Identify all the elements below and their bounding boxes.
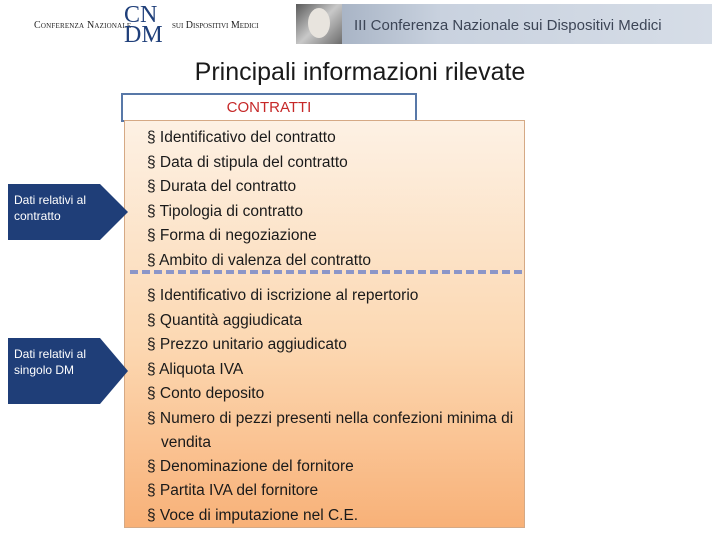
logo-monogram-cn: CN	[124, 2, 158, 28]
device-data-label: Dati relativi al singolo DM	[8, 338, 100, 404]
list-item: § Ambito di valenza del contratto	[147, 251, 372, 269]
banner-title: III Conferenza Nazionale sui Dispositivi Medici	[354, 17, 662, 34]
list-item: § Identificativo di iscrizione al repertorio	[147, 287, 419, 304]
list-item: § Partita IVA del fornitore	[147, 482, 319, 499]
list-item: § Quantità aggiudicata	[147, 311, 303, 329]
list-item: § Prezzo unitario aggiudicato	[147, 336, 347, 353]
list-item: § Forma di negoziazione	[147, 227, 317, 244]
list-item: § Aliquota IVA	[147, 360, 244, 378]
portrait-photo	[296, 4, 342, 44]
logo-text-left: Conferenza Nazionale	[34, 20, 132, 31]
contract-data-label: Dati relativi al contratto	[8, 184, 100, 240]
page-title: Principali informazioni rilevate	[194, 58, 526, 86]
list-item: § Voce di imputazione nel C.E.	[147, 506, 359, 524]
logo-text-right: sui Dispositivi Medici	[172, 20, 259, 31]
logo-monogram-dm: DM	[124, 22, 163, 48]
conference-logo	[34, 4, 284, 46]
list-item: § Durata del contratto	[147, 178, 297, 195]
conference-banner	[296, 4, 712, 44]
list-item: § Identificativo del contratto	[147, 129, 336, 146]
contract-data-list	[147, 126, 371, 273]
list-item: § Data di stipula del contratto	[147, 153, 348, 171]
list-item: § Conto deposito	[147, 385, 265, 402]
list-item: § Tipologia di contratto	[147, 202, 303, 220]
device-data-list	[147, 284, 529, 528]
list-item: § Denominazione del fornitore	[147, 457, 354, 475]
list-item: § Numero di pezzi presenti nella confezioni minima di vendita	[147, 409, 514, 451]
section-label: CONTRATTI	[121, 93, 417, 122]
